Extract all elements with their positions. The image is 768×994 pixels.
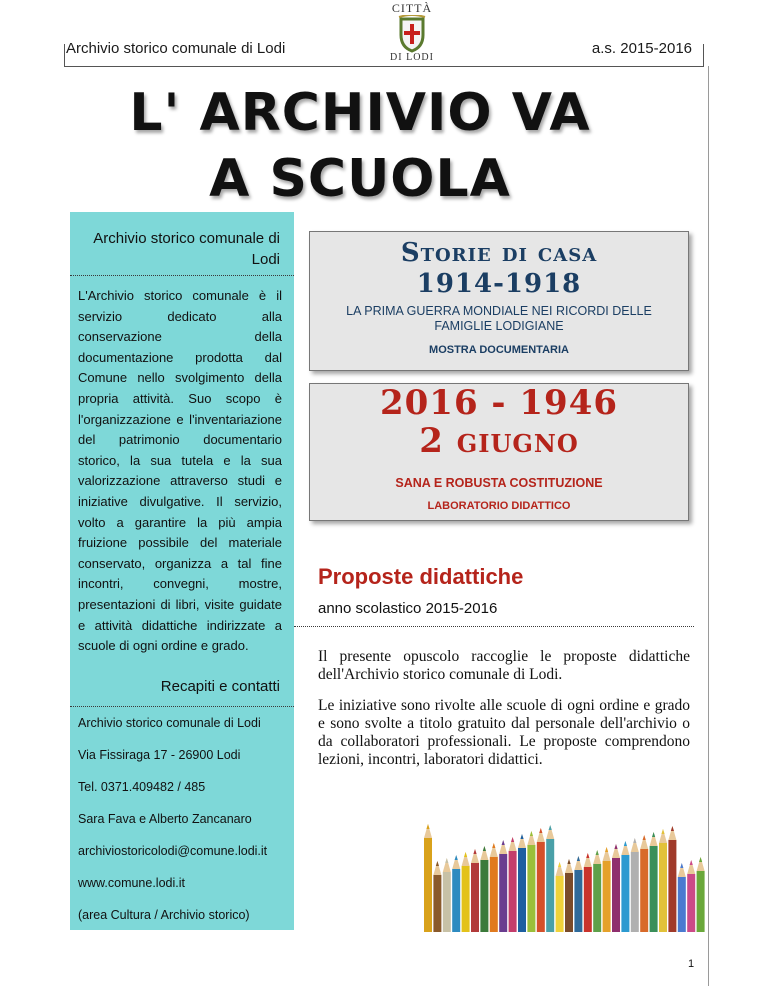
pencil-body xyxy=(480,860,488,932)
pencil-body xyxy=(697,871,705,932)
pencil-body xyxy=(424,838,432,932)
pencil-lead xyxy=(596,850,599,855)
pencil-body xyxy=(462,866,470,932)
pencil-lead xyxy=(699,857,702,862)
logo-top-text: CITTÀ xyxy=(391,1,433,15)
box1-type: MOSTRA DOCUMENTARIA xyxy=(429,344,569,356)
sidebar-divider xyxy=(70,275,294,276)
header-right-text: a.s. 2015-2016 xyxy=(591,40,692,57)
pencil-lead xyxy=(624,841,627,846)
pencil-lead xyxy=(643,835,646,840)
pencil-body xyxy=(631,852,639,932)
box2-title-line-2: 2 giugno xyxy=(419,421,579,461)
pencil-lead xyxy=(633,838,636,843)
section-heading: Proposte didattiche xyxy=(318,564,524,589)
pencil-lead xyxy=(680,863,683,868)
pencil-lead xyxy=(652,832,655,837)
header-rule-right xyxy=(703,44,704,66)
pencils-icon xyxy=(420,816,710,932)
pencil-body xyxy=(584,867,592,932)
pencil-body xyxy=(621,855,629,932)
main-divider xyxy=(294,626,694,627)
pencil-body xyxy=(518,848,526,932)
coat-of-arms-icon xyxy=(395,15,429,53)
pencil-body xyxy=(612,858,620,932)
pencil-lead xyxy=(558,862,561,867)
box2-subtitle: SANA E ROBUSTA COSTITUZIONE xyxy=(395,476,603,490)
contacts-divider xyxy=(70,706,294,707)
pencil-body xyxy=(537,842,545,932)
pencil-body xyxy=(499,854,507,932)
contact-phone: Tel. 0371.409482 / 485 xyxy=(78,780,206,794)
pencil-body xyxy=(574,870,582,932)
pencil-lead xyxy=(426,824,429,829)
box2-title xyxy=(310,384,688,460)
pencil-body xyxy=(668,840,676,932)
pencil-body xyxy=(659,843,667,932)
pencil-lead xyxy=(473,849,476,854)
pencil-lead xyxy=(455,855,458,860)
pencil-body xyxy=(509,851,517,932)
contacts-heading: Recapiti e contatti xyxy=(160,678,280,695)
header-left-text: Archivio storico comunale di Lodi xyxy=(66,40,286,57)
title-line-1: L' ARCHIVIO VA xyxy=(129,83,591,143)
pencil-body xyxy=(452,869,460,932)
pencil-lead xyxy=(690,860,693,865)
pencil-lead xyxy=(511,837,514,842)
box1-title-line-2: 1914-1918 xyxy=(416,269,582,299)
pencil-lead xyxy=(539,828,542,833)
contact-office: Archivio storico comunale di Lodi xyxy=(78,716,261,730)
header-rule-left xyxy=(64,44,65,66)
pencil-lead xyxy=(577,856,580,861)
contact-address: Via Fissiraga 17 - 26900 Lodi xyxy=(78,748,241,762)
pencil-lead xyxy=(586,853,589,858)
city-logo xyxy=(386,2,438,64)
page-number: 1 xyxy=(688,958,695,970)
pencil-lead xyxy=(567,859,570,864)
pencil-body xyxy=(640,849,648,932)
pencil-lead xyxy=(502,840,505,845)
pencil-lead xyxy=(661,829,664,834)
pencil-lead xyxy=(445,858,448,863)
contact-email[interactable]: archiviostoricolodi@comune.lodi.it xyxy=(78,844,268,858)
pencil-lead xyxy=(520,834,523,839)
pencil-body xyxy=(603,861,611,932)
pencil-lead xyxy=(605,847,608,852)
pencil-lead xyxy=(614,844,617,849)
pencil-lead xyxy=(671,826,674,831)
details-paragraph: Le iniziative sono rivolte alle scuole di ogni ordine e grado e sono svolte a titolo gratuito dal personale dell'archivio o da collaboratori professionali. Le proposte comprendono lezioni, incontri, laboratori didattici. xyxy=(318,697,690,768)
pencil-lead xyxy=(483,846,486,851)
contact-area: (area Cultura / Archivio storico) xyxy=(78,908,250,922)
pencil-body xyxy=(593,864,601,932)
pencil-body xyxy=(490,857,498,932)
pencil-lead xyxy=(492,843,495,848)
contact-website[interactable]: www.comune.lodi.it xyxy=(78,876,185,890)
pencil-lead xyxy=(436,861,439,866)
logo-bottom-text: DI LODI xyxy=(390,52,434,63)
pencil-body xyxy=(471,863,479,932)
pencil-body xyxy=(433,875,441,932)
box1-title xyxy=(310,238,688,300)
sidebar-title: Archivio storico comunale di Lodi xyxy=(93,230,280,268)
box2-title-line-1: 2016 - 1946 xyxy=(379,383,619,423)
sidebar-description: L'Archivio storico comunale è il servizio dedicato alla conservazione della documentazione prodotta dal Comune nello svolgimento della propria attività. Suo scopo è l'organizzazione e l'inventariazione del patrimonio documentario storico, la sua tutela e la sua valorizzazione attraverso studi e iniziative divulgative. Il servizio, volto a garantire la più ampia fruizione possibile del materiale conservato, organizza a tal fine incontri, convegni, mostre, presentazioni di libri, visite guidate e attività didattiche indirizzate a scuole di ogni ordine e grado. xyxy=(78,288,282,654)
school-year: anno scolastico 2015-2016 xyxy=(318,600,498,617)
colored-pencils-image xyxy=(420,816,710,932)
sidebar xyxy=(70,212,294,930)
header-divider xyxy=(64,66,704,67)
pencil-body xyxy=(556,876,564,932)
intro-paragraph: Il presente opuscolo raccoglie le proposte didattiche dell'Archivio storico comunale di Lodi. xyxy=(318,648,690,683)
box2-type: LABORATORIO DIDATTICO xyxy=(427,500,571,512)
pencil-body xyxy=(546,839,554,932)
exhibit-box-storie-di-casa xyxy=(309,231,689,371)
pencil-body xyxy=(443,872,451,932)
workshop-box-2-giugno xyxy=(309,383,689,521)
pencil-lead xyxy=(549,825,552,830)
pencil-body xyxy=(687,874,695,932)
box1-subtitle: LA PRIMA GUERRA MONDIALE NEI RICORDI DELLE FAMIGLIE LODIGIANE xyxy=(346,304,652,333)
box1-title-line-1: Storie di casa xyxy=(400,238,598,268)
pencil-lead xyxy=(464,852,467,857)
pencil-body xyxy=(650,846,658,932)
pencil-body xyxy=(565,873,573,932)
title-line-2: A SCUOLA xyxy=(209,149,511,209)
pencil-body xyxy=(678,877,686,932)
pencil-body xyxy=(527,845,535,932)
pencil-lead xyxy=(530,831,533,836)
contact-persons: Sara Fava e Alberto Zancanaro xyxy=(78,812,252,826)
page-title xyxy=(120,80,600,212)
